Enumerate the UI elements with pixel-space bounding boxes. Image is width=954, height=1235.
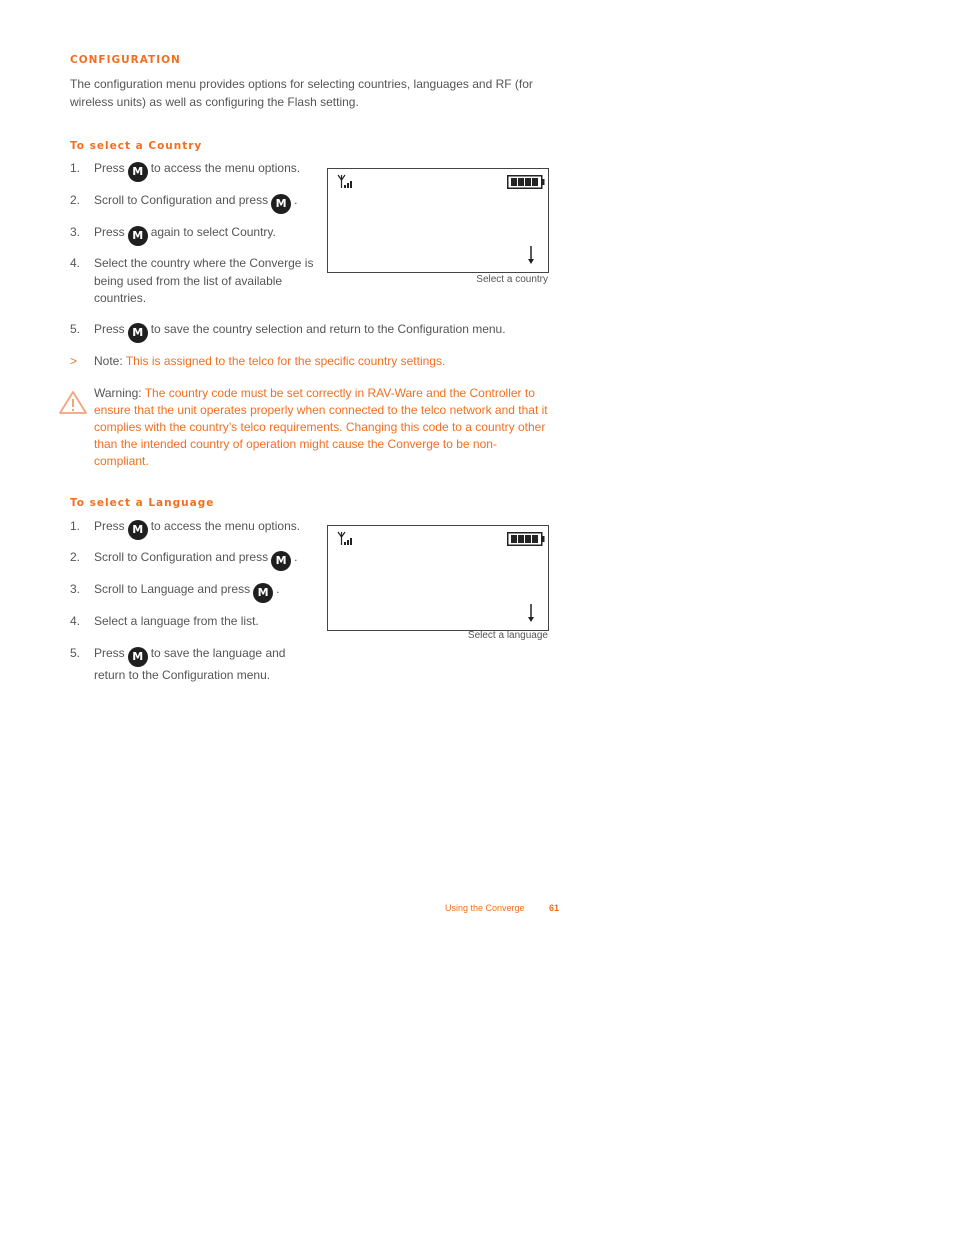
country-note: > Note: This is assigned to the telco for the specific country settings.	[70, 354, 446, 368]
down-arrow-icon	[526, 245, 536, 265]
m-button-icon: M	[253, 583, 273, 603]
signal-antenna-icon	[336, 531, 354, 547]
signal-antenna-icon	[336, 174, 354, 190]
country-screen-caption: Select a country	[476, 274, 548, 285]
page-number: 61	[549, 903, 560, 913]
language-step-2: 2. Scroll to Configuration and press M .	[70, 549, 330, 569]
m-button-icon: M	[271, 551, 291, 571]
language-step-3: 3. Scroll to Language and press M .	[70, 581, 330, 601]
country-step-5: 5. Press M to save the country selection and return to the Configuration menu.	[70, 321, 560, 341]
language-step-4: 4. Select a language from the list.	[70, 614, 259, 628]
m-button-icon: M	[128, 647, 148, 667]
country-warning: Warning: The country code must be set correctly in RAV-Ware and the Controller to ensure that the unit operates properly when connected to the telco network and that it complies with the country’s telco requirements. Changing this code to a country other than the intended country of operation might cause the Converge to be non- compliant.	[94, 386, 548, 468]
country-step-1: 1. Press M to access the menu options.	[70, 160, 330, 180]
intro-paragraph: The configuration menu provides options for selecting countries, languages and RF (for wireless units) as well as configuring the Flash setting.	[70, 77, 533, 109]
language-subtitle: To select a Language	[70, 497, 215, 509]
battery-icon	[507, 532, 545, 546]
m-button-icon: M	[271, 194, 291, 214]
language-step-5: 5. Press M to save the language and return to the Configuration menu.	[70, 646, 286, 682]
country-step-2: 2. Scroll to Configuration and press M .	[70, 192, 330, 212]
battery-icon	[507, 175, 545, 189]
country-step-3: 3. Press M again to select Country.	[70, 224, 330, 244]
note-label: Note:	[94, 354, 123, 368]
language-screen-caption: Select a language	[467, 630, 548, 641]
warning-triangle-icon	[58, 390, 88, 415]
country-subtitle: To select a Country	[70, 140, 203, 152]
m-button-icon: M	[128, 323, 148, 343]
country-step-4: 4. Select the country where the Converge is being used from the list of available countries.	[70, 256, 314, 305]
note-text: This is assigned to the telco for the specific country settings.	[125, 354, 446, 368]
down-arrow-icon	[526, 603, 536, 623]
language-step-1: 1. Press M to access the menu options.	[70, 518, 330, 538]
m-button-icon: M	[128, 520, 148, 540]
country-lcd-screen	[327, 168, 549, 273]
m-button-icon: M	[128, 162, 148, 182]
section-title: CONFIGURATION	[70, 54, 181, 66]
footer-section-name: Using the Converge	[445, 903, 525, 913]
language-lcd-screen	[327, 525, 549, 631]
warning-label: Warning:	[94, 386, 142, 400]
m-button-icon: M	[128, 226, 148, 246]
